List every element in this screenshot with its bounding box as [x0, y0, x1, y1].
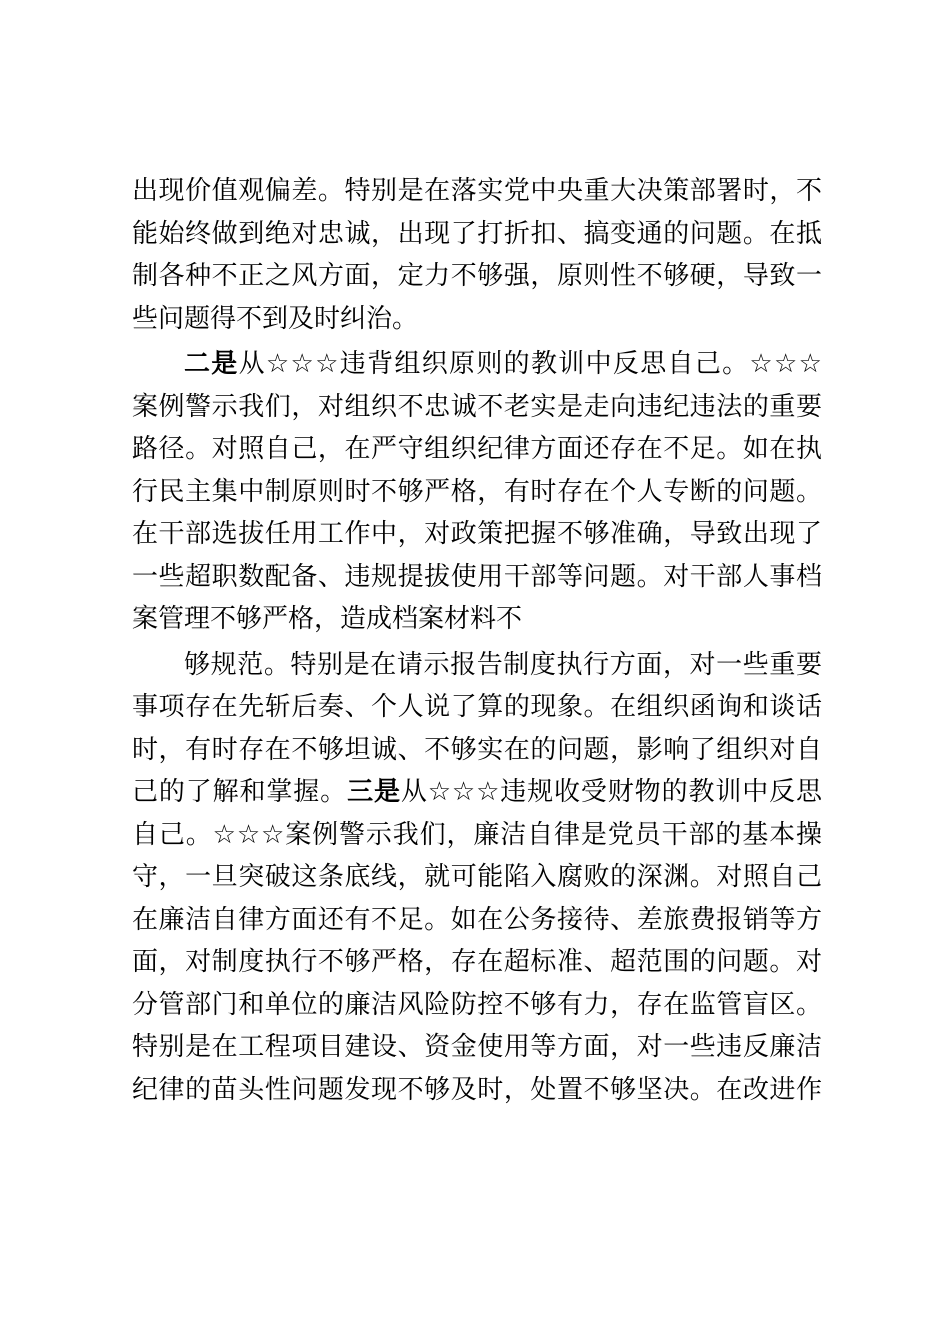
- text-span: 从☆☆☆违规收受财物的教训中反思: [400, 777, 822, 807]
- text-line: 路径。对照自己，在严守组织纪律方面还存在不足。如在执: [132, 434, 822, 464]
- text-line: 特别是在工程项目建设、资金使用等方面，对一些违反廉洁: [132, 1032, 822, 1062]
- text-line: 案例警示我们，对组织不忠诚不老实是走向违纪违法的重要: [132, 391, 822, 422]
- paragraph-two-first-line: [132, 343, 822, 386]
- text-line: 些问题得不到及时纠治。: [132, 303, 419, 334]
- text-line: 自己。☆☆☆案例警示我们，廉洁自律是党员干部的基本操: [132, 819, 822, 850]
- text-line: 制各种不正之风方面，定力不够强，原则性不够硬，导致一: [132, 261, 822, 291]
- body-text: [132, 170, 822, 1111]
- text-line: 分管部门和单位的廉洁风险防控不够有力，存在监管盲区。: [132, 989, 822, 1020]
- paragraph-three-start-line: [132, 771, 822, 814]
- text-line: 一些超职数配备、违规提拔使用干部等问题。对干部人事档: [132, 561, 822, 592]
- text-line: 在廉洁自律方面还有不足。如在公务接待、差旅费报销等方: [132, 904, 822, 935]
- text-span: 从☆☆☆违背组织原则的教训中反思自己。☆☆☆: [238, 349, 822, 379]
- text-line: 面，对制度执行不够严格，存在超标准、超范围的问题。对: [132, 947, 822, 977]
- text-line: 时，有时存在不够坦诚、不够实在的问题，影响了组织对自: [132, 734, 822, 765]
- text-line: 守，一旦突破这条底线，就可能陷入腐败的深渊。对照自己: [132, 862, 822, 892]
- text-line: 够规范。特别是在请示报告制度执行方面，对一些重要: [184, 649, 822, 680]
- heading-marker-three: 三是: [347, 777, 401, 807]
- text-line: 案管理不够严格，造成档案材料不: [132, 604, 523, 634]
- text-line: 出现价值观偏差。特别是在落实党中央重大决策部署时，不: [132, 176, 822, 206]
- heading-marker-two: 二是: [184, 349, 239, 379]
- text-line: 行民主集中制原则时不够严格，有时存在个人专断的问题。: [132, 476, 822, 507]
- text-span: 己的了解和掌握。: [132, 777, 348, 807]
- text-line: 纪律的苗头性问题发现不够及时，处置不够坚决。在改进作: [132, 1074, 822, 1105]
- text-line: 在干部选拔任用工作中，对政策把握不够准确，导致出现了: [132, 519, 822, 549]
- text-line: 能始终做到绝对忠诚，出现了打折扣、搞变通的问题。在抵: [132, 218, 822, 249]
- text-line: 事项存在先斩后奏、个人说了算的现象。在组织函询和谈话: [132, 692, 822, 722]
